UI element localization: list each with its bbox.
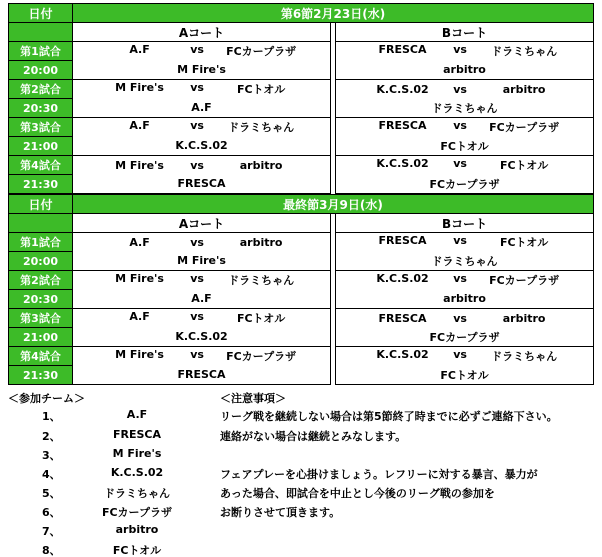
- round-title: 第6節2月23日(水): [73, 4, 594, 23]
- match-row: [9, 80, 594, 99]
- court-a-header: Aコート: [73, 214, 331, 233]
- team1: FRESCA: [378, 311, 427, 325]
- team2: ドラミちゃん: [228, 121, 295, 135]
- team1: M Fire's: [115, 81, 164, 95]
- court-b-header: Bコート: [336, 23, 594, 42]
- team1: M Fire's: [115, 158, 164, 172]
- team2: ドラミちゃん: [491, 45, 558, 59]
- match-time: 21:00: [9, 137, 73, 156]
- referee: M Fire's: [73, 61, 331, 80]
- note-line: あった場合、即試合を中止とし今後のリーグ戦の参加を: [220, 487, 495, 500]
- team1: A.F: [129, 43, 150, 57]
- team2: arbitro: [239, 235, 283, 249]
- team-list-item: [8, 447, 218, 463]
- team2: FCトオル: [236, 83, 286, 97]
- vs-label: vs: [453, 234, 467, 248]
- match-name: 第4試合: [9, 347, 73, 366]
- team-number: 3、: [42, 449, 61, 462]
- team-name: FCカープラザ: [101, 506, 173, 519]
- team1: A.F: [129, 235, 150, 249]
- match-row: [9, 309, 594, 328]
- referee: FCカープラザ: [336, 328, 594, 347]
- vs-label: vs: [190, 119, 204, 133]
- team-number: 8、: [42, 544, 61, 557]
- team1: A.F: [129, 119, 150, 133]
- team-list-item: [8, 504, 218, 520]
- referee: K.C.S.02: [73, 328, 331, 347]
- match-name: 第2試合: [9, 271, 73, 290]
- match-time: 21:30: [9, 175, 73, 194]
- match-row: [9, 347, 594, 366]
- match-name: 第1試合: [9, 233, 73, 252]
- match-time: 20:00: [9, 252, 73, 271]
- match-time: 20:00: [9, 61, 73, 80]
- vs-label: vs: [453, 82, 467, 96]
- team-name: arbitro: [115, 523, 159, 536]
- team1: FRESCA: [378, 119, 427, 133]
- team2: FCトオル: [499, 236, 549, 250]
- referee: arbitro: [336, 61, 594, 80]
- team-number: 7、: [42, 525, 61, 538]
- vs-label: vs: [190, 81, 204, 95]
- court-a-header: Aコート: [73, 23, 331, 42]
- team-list-item: [8, 408, 218, 424]
- referee: A.F: [73, 290, 331, 309]
- match-row: [9, 42, 594, 61]
- referee: ドラミちゃん: [336, 252, 594, 271]
- team1: K.C.S.02: [376, 348, 429, 362]
- referee: FRESCA: [73, 366, 331, 385]
- team1: K.C.S.02: [376, 82, 429, 96]
- team2: FCカープラザ: [226, 350, 297, 364]
- vs-label: vs: [190, 272, 204, 286]
- vs-label: vs: [453, 157, 467, 171]
- team2: arbitro: [502, 82, 546, 96]
- date-header: 日付: [9, 4, 73, 23]
- vs-label: vs: [190, 235, 204, 249]
- vs-label: vs: [453, 348, 467, 362]
- referee: FCトオル: [336, 366, 594, 385]
- note-line: 連絡がない場合は継続とみなします。: [220, 430, 407, 443]
- team-name: FCトオル: [112, 544, 162, 557]
- team-name: K.C.S.02: [110, 466, 164, 479]
- note-line: フェアプレーを心掛けましょう。レフリーに対する暴言、暴力が: [220, 468, 538, 481]
- referee: A.F: [73, 99, 331, 118]
- team-list-item: [8, 428, 218, 444]
- team1: FRESCA: [378, 43, 427, 57]
- team-list-item: [8, 523, 218, 539]
- vs-label: vs: [190, 158, 204, 172]
- team-name: ドラミちゃん: [104, 487, 170, 500]
- team2: FCトオル: [236, 312, 286, 326]
- match-name: 第3試合: [9, 118, 73, 137]
- match-row: [9, 271, 594, 290]
- date-header: 日付: [9, 195, 73, 214]
- match-time: 20:30: [9, 99, 73, 118]
- referee: FRESCA: [73, 175, 331, 194]
- date-header-blank: [9, 23, 73, 42]
- round-title: 最終節3月9日(水): [73, 195, 594, 214]
- team1: M Fire's: [115, 272, 164, 286]
- team1: K.C.S.02: [376, 157, 429, 171]
- vs-label: vs: [190, 310, 204, 324]
- vs-label: vs: [190, 43, 204, 57]
- team-list-item: [8, 542, 218, 557]
- team-number: 5、: [42, 487, 61, 500]
- teams-heading: ＜参加チーム＞: [8, 392, 85, 405]
- match-row: [9, 233, 594, 252]
- schedule-table-2: [8, 194, 594, 385]
- team2: ドラミちゃん: [228, 274, 295, 288]
- team-number: 2、: [42, 430, 61, 443]
- schedule-table-1: [8, 3, 594, 194]
- referee: FCトオル: [336, 137, 594, 156]
- team2: arbitro: [239, 158, 283, 172]
- vs-label: vs: [453, 311, 467, 325]
- team2: FCカープラザ: [489, 274, 560, 288]
- team1: M Fire's: [115, 348, 164, 362]
- team2: FCカープラザ: [226, 45, 297, 59]
- vs-label: vs: [453, 119, 467, 133]
- team1: K.C.S.02: [376, 272, 429, 286]
- team-name: FRESCA: [112, 428, 161, 441]
- note-line: リーグ戦を継続しない場合は第5節終了時までに必ずご連絡下さい。: [220, 410, 558, 423]
- team-name: A.F: [126, 408, 148, 421]
- team-name: M Fire's: [112, 447, 162, 460]
- match-time: 21:30: [9, 366, 73, 385]
- team-list-item: [8, 466, 218, 482]
- match-time: 20:30: [9, 290, 73, 309]
- match-name: 第2試合: [9, 80, 73, 99]
- referee: ドラミちゃん: [336, 99, 594, 118]
- referee: M Fire's: [73, 252, 331, 271]
- team1: A.F: [129, 310, 150, 324]
- referee: K.C.S.02: [73, 137, 331, 156]
- match-name: 第4試合: [9, 156, 73, 175]
- team-number: 4、: [42, 468, 61, 481]
- team2: FCトオル: [499, 159, 549, 173]
- team-list-item: [8, 485, 218, 501]
- team1: FRESCA: [378, 234, 427, 248]
- referee: FCカープラザ: [336, 175, 594, 194]
- team2: arbitro: [502, 311, 546, 325]
- team-number: 6、: [42, 506, 61, 519]
- notes-heading: ＜注意事項＞: [220, 392, 286, 405]
- team2: ドラミちゃん: [491, 350, 558, 364]
- referee: arbitro: [336, 290, 594, 309]
- note-line: お断りさせて頂きます。: [220, 506, 341, 519]
- match-name: 第1試合: [9, 42, 73, 61]
- match-row: [9, 156, 594, 175]
- match-name: 第3試合: [9, 309, 73, 328]
- vs-label: vs: [453, 43, 467, 57]
- team2: FCカープラザ: [489, 121, 560, 135]
- vs-label: vs: [190, 348, 204, 362]
- match-row: [9, 118, 594, 137]
- vs-label: vs: [453, 272, 467, 286]
- date-header-blank: [9, 214, 73, 233]
- match-time: 21:00: [9, 328, 73, 347]
- team-number: 1、: [42, 410, 61, 423]
- court-b-header: Bコート: [336, 214, 594, 233]
